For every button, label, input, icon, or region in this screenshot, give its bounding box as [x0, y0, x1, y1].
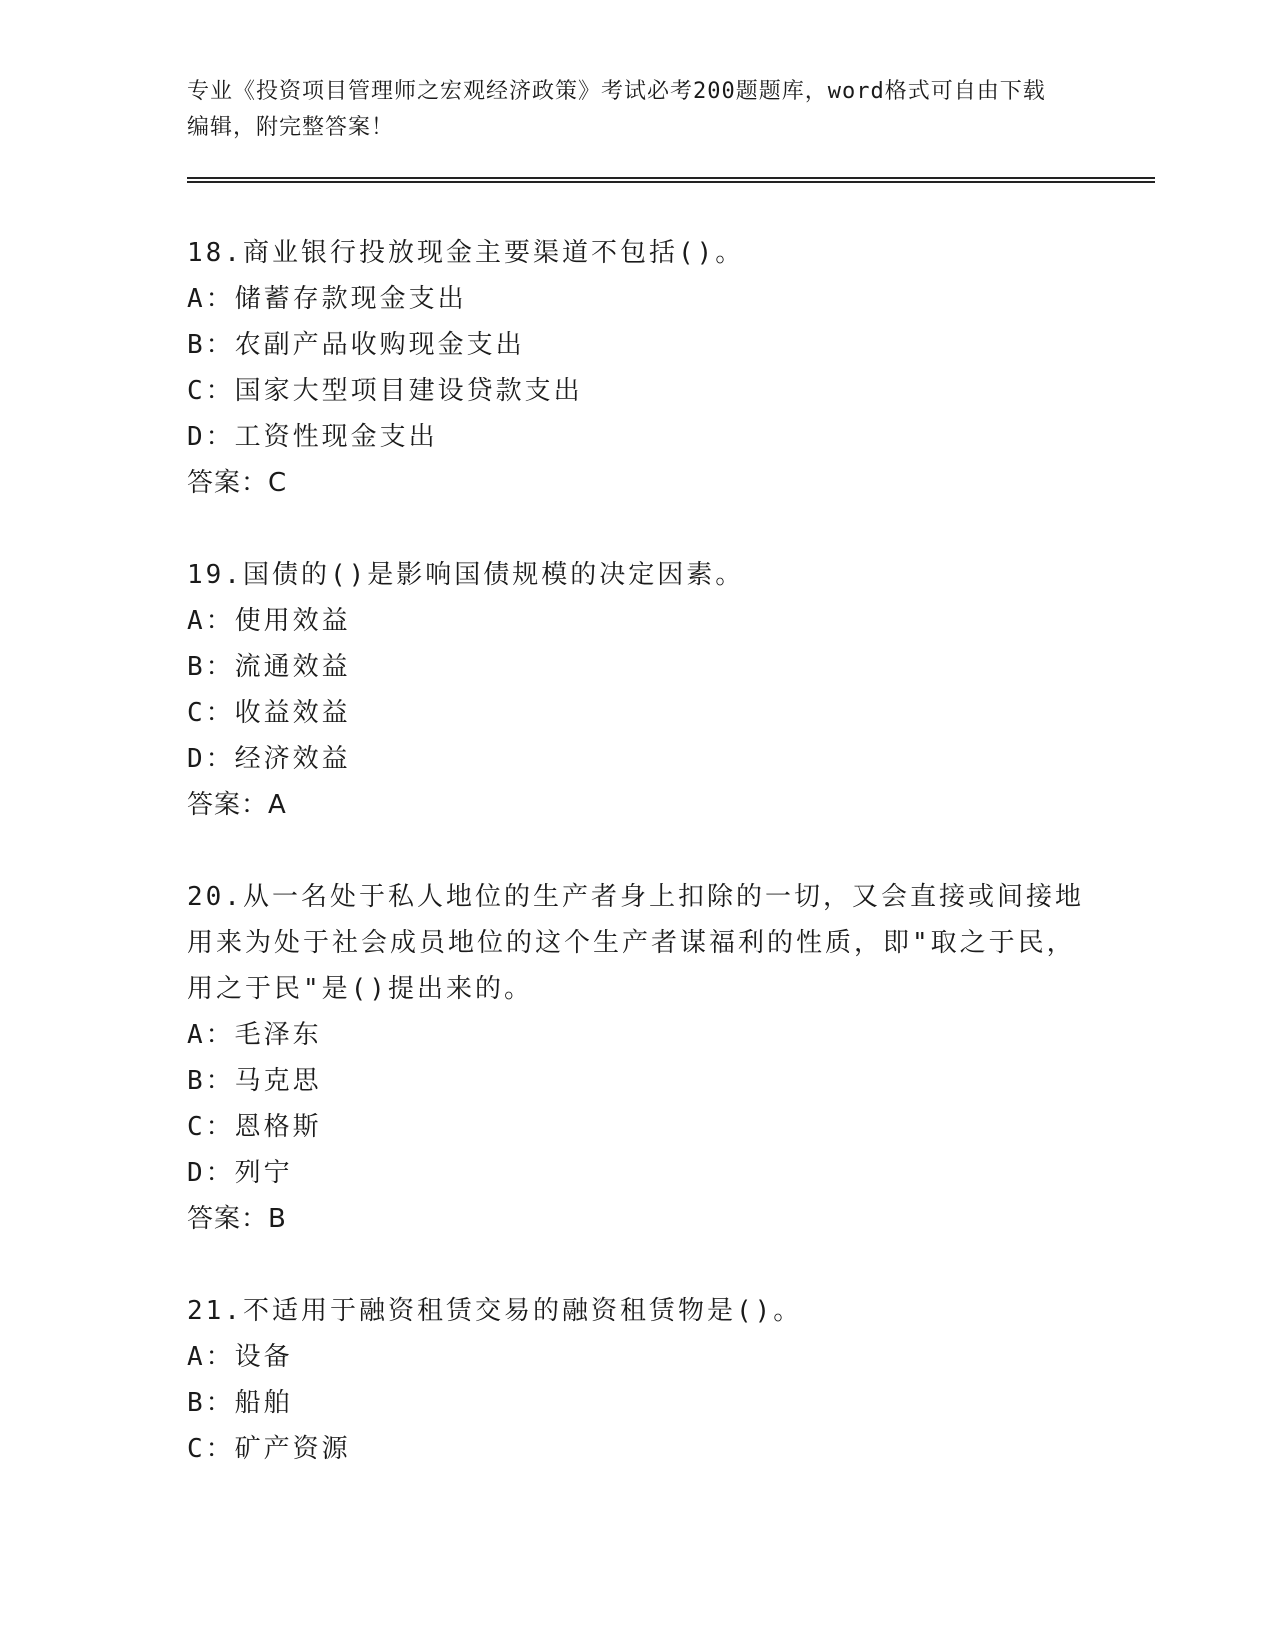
- question-stem: 20.从一名处于私人地位的生产者身上扣除的一切，又会直接或间接地用来为处于社会成员地位的这个生产者谋福利的性质，即"取之于民，用之于民"是()提出来的。: [187, 882, 1084, 1004]
- question-stem: 19.国债的()是影响国债规模的决定因素。: [187, 560, 745, 590]
- question-list: [187, 230, 1087, 1518]
- option-c: C：恩格斯: [187, 1112, 322, 1142]
- option-a: A：使用效益: [187, 606, 351, 636]
- answer: 答案：A: [187, 790, 287, 820]
- question-19: [187, 552, 1087, 828]
- answer: 答案：C: [187, 468, 288, 498]
- answer: 答案：B: [187, 1204, 287, 1234]
- question-20: [187, 874, 1087, 1242]
- option-d: D：经济效益: [187, 744, 351, 774]
- option-d: D：工资性现金支出: [187, 422, 438, 452]
- option-a: A：设备: [187, 1342, 293, 1372]
- rule-line-bottom: [187, 181, 1155, 183]
- option-b: B：农副产品收购现金支出: [187, 330, 525, 360]
- question-stem: 18.商业银行投放现金主要渠道不包括()。: [187, 238, 745, 268]
- question-18: [187, 230, 1087, 506]
- option-c: C：矿产资源: [187, 1434, 351, 1464]
- option-b: B：马克思: [187, 1066, 322, 1096]
- option-a: A：储蓄存款现金支出: [187, 284, 467, 314]
- document-header: 专业《投资项目管理师之宏观经济政策》考试必考200题题库，word格式可自由下载编辑，附完整答案！: [187, 79, 1046, 140]
- option-b: B：船舶: [187, 1388, 293, 1418]
- question-stem: 21.不适用于融资租赁交易的融资租赁物是()。: [187, 1296, 803, 1326]
- option-a: A：毛泽东: [187, 1020, 322, 1050]
- header-double-rule: [187, 177, 1155, 183]
- option-d: D：列宁: [187, 1158, 293, 1188]
- rule-line-top: [187, 177, 1155, 179]
- option-c: C：收益效益: [187, 698, 351, 728]
- question-21: [187, 1288, 1087, 1472]
- option-b: B：流通效益: [187, 652, 351, 682]
- option-c: C：国家大型项目建设贷款支出: [187, 376, 583, 406]
